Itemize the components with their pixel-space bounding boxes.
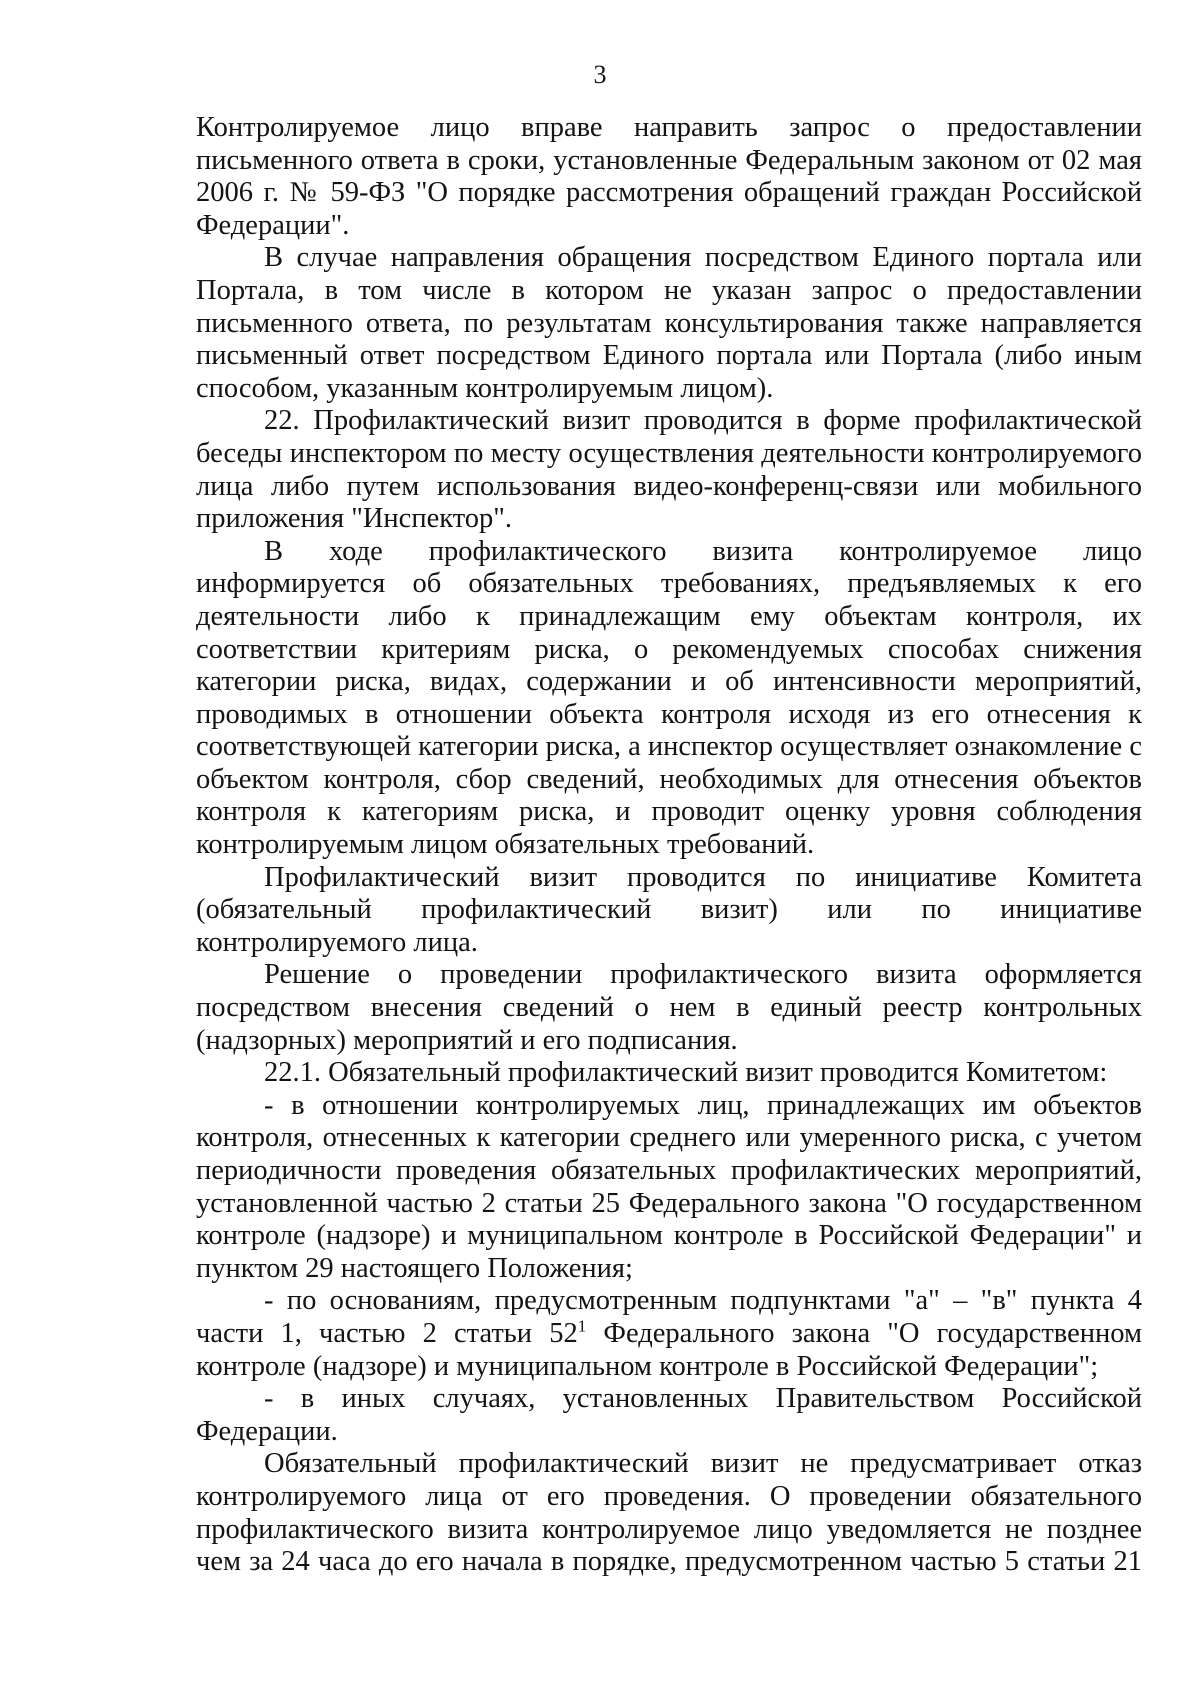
paragraph-text: - по основаниям, предусмотренным подпунктами "а" – "в" пункта 4 части 1, частью 2 статьи 52 (196, 1285, 1142, 1349)
paragraph: - в иных случаях, установленных Правительством Российской Федерации. (196, 1383, 1142, 1447)
superscript: 1 (577, 1316, 587, 1336)
paragraph-text: Федерального закона "О государственном контроле (надзоре) и муниципальном контроле в Российской Федерации"; (196, 1317, 1142, 1382)
paragraph: В случае направления обращения посредством Единого портала или Портала, в том числе в котором не указан запрос о предоставлении письменного ответа, по результатам консультирования также направляется письменный ответ посредством Единого портала или Портала (либо иным способом, указанным контролируемым лицом). (196, 242, 1142, 404)
paragraph: - в отношении контролируемых лиц, принадлежащих им объектов контроля, отнесенных к категории среднего или умеренного риска, с учетом периодичности проведения обязательных профилактических мероприятий, установленной частью 2 статьи 25 Федерального закона "О государственном контроле (надзоре) и муниципальном контроле в Российской Федерации" и пунктом 29 настоящего Положения; (196, 1089, 1142, 1284)
page-number: 3 (593, 60, 607, 89)
paragraph: Обязательный профилактический визит не предусматривает отказ контролируемого лица от его проведения. О проведении обязательного профилактического визита контролируемое лицо уведомляется не позднее чем за 24 часа до его начала в порядке, предусмотренном частью 5 статьи 21 (196, 1448, 1142, 1578)
paragraph: Контролируемое лицо вправе направить запрос о предоставлении письменного ответа в сроки, установленные Федеральным законом от 02 мая 2006 г. № 59-ФЗ "О порядке рассмотрения обращений граждан Российской Федерации". (196, 112, 1142, 241)
paragraph: Профилактический визит проводится по инициативе Комитета (обязательный профилактический визит) или по инициативе контролируемого лица. (196, 861, 1142, 958)
paragraph: 22.1. Обязательный профилактический визит проводится Комитетом: (264, 1057, 1108, 1089)
paragraph (196, 1285, 1142, 1383)
document-body (196, 112, 1142, 1579)
paragraph: В ходе профилактического визита контролируемое лицо информируется об обязательных требованиях, предъявляемых к его деятельности либо к принадлежащим ему объектам контроля, их соответствии критериям риска, о рекомендуемых способах снижения категории риска, видах, содержании и об интенсивности мероприятий, проводимых в отношении объекта контроля исходя из его отнесения к соответствующей категории риска, а инспектор осуществляет ознакомление с объектом контроля, сбор сведений, необходимых для отнесения объектов контроля к категориям риска, и проводит оценку уровня соблюдения контролируемым лицом обязательных требований. (196, 535, 1142, 861)
paragraph: Решение о проведении профилактического визита оформляется посредством внесения сведений о нем в единый реестр контрольных (надзорных) мероприятий и его подписания. (196, 959, 1142, 1056)
paragraph: 22. Профилактический визит проводится в форме профилактической беседы инспектором по месту осуществления деятельности контролируемого лица либо путем использования видео-конференц-связи или мобильного приложения "Инспектор". (196, 405, 1142, 535)
